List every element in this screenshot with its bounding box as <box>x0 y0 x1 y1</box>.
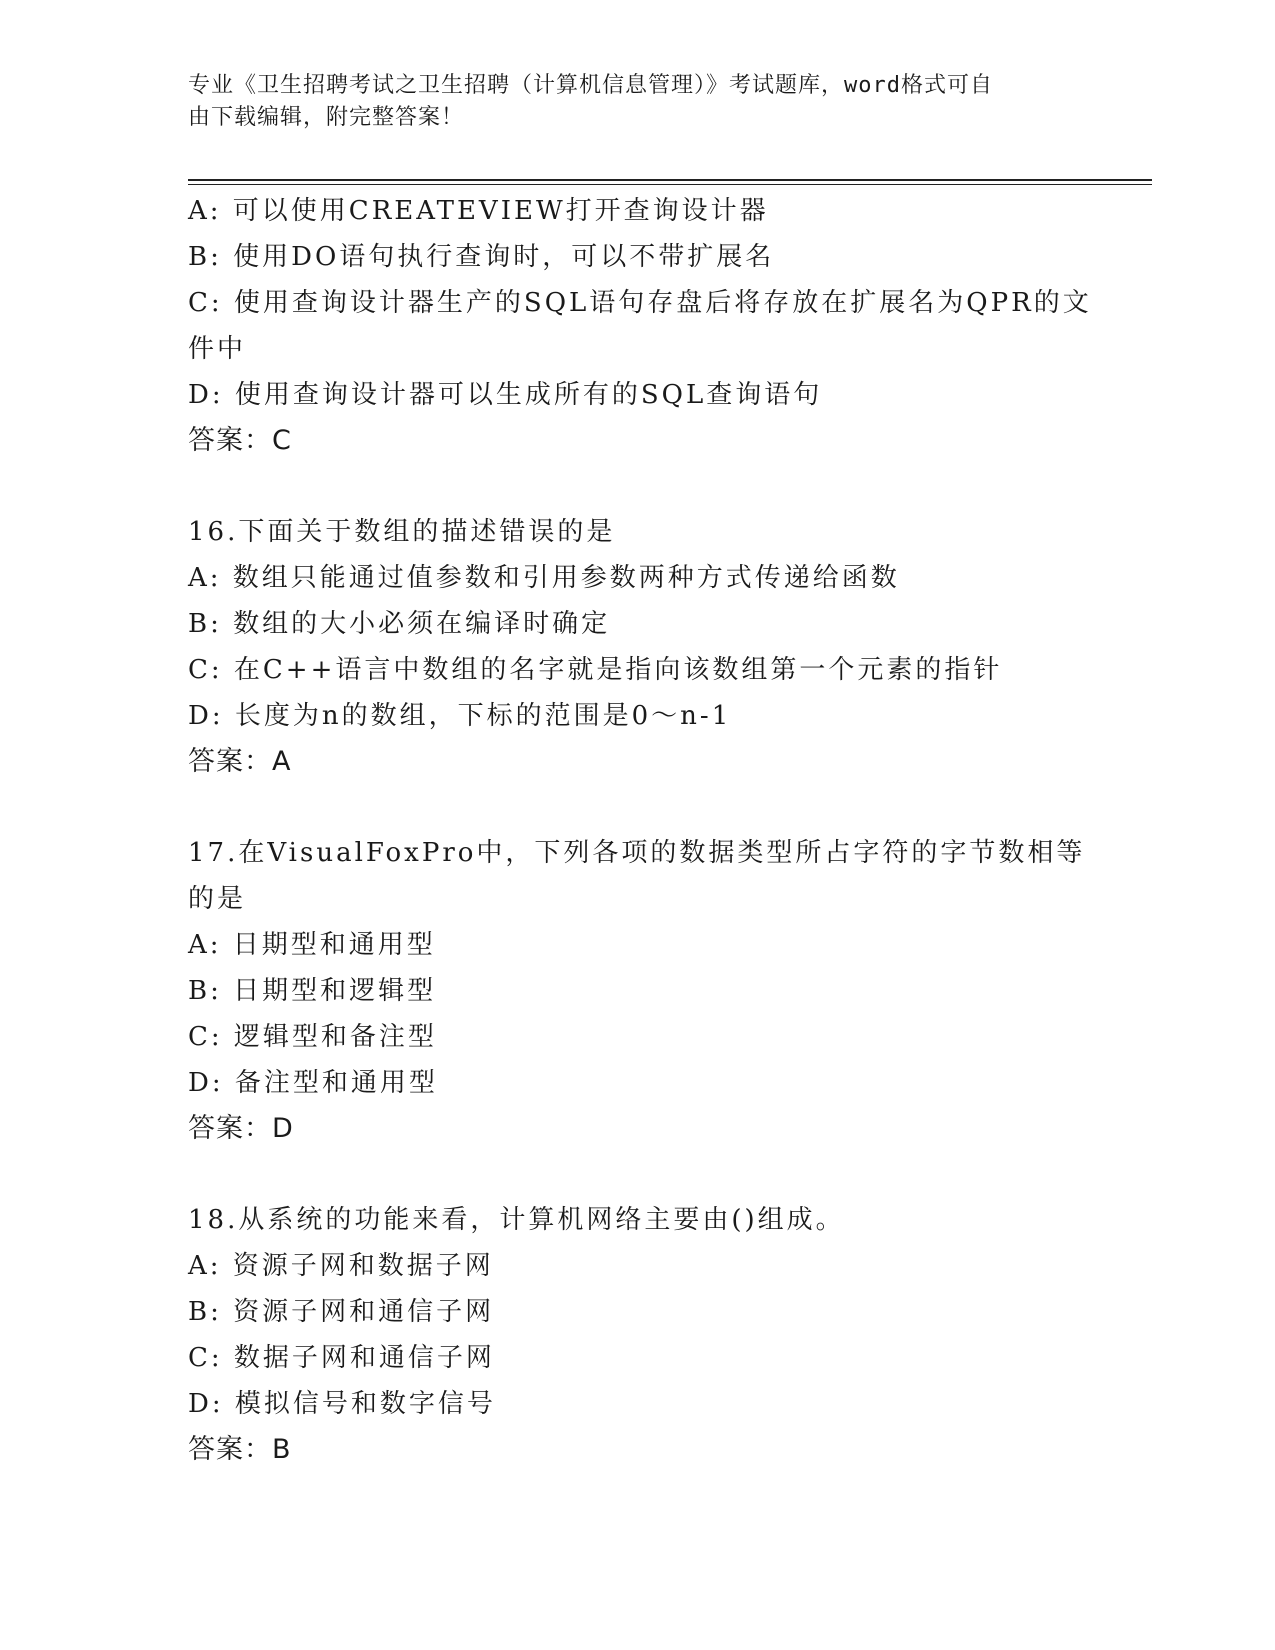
spacer <box>188 1152 1088 1197</box>
header-line-2: 由下载编辑，附完整答案！ <box>188 105 465 130</box>
answer-label: 答案：D <box>188 1113 294 1144</box>
option-c: C: 使用查询设计器生产的SQL语句存盘后将存放在扩展名为QPR的文 <box>188 288 1092 318</box>
question-block-15 <box>188 188 1092 464</box>
answer-label: 答案：C <box>188 425 292 456</box>
spacer <box>188 785 1088 830</box>
document-header <box>188 70 1068 134</box>
question-text-continued: 的是 <box>188 884 247 914</box>
question-text: 16.下面关于数组的描述错误的是 <box>188 517 616 547</box>
question-block-18 <box>188 1197 1088 1473</box>
option-c: C: 在C++语言中数组的名字就是指向该数组第一个元素的指针 <box>188 655 1003 685</box>
option-c: C: 逻辑型和备注型 <box>188 1022 437 1052</box>
option-b: B: 使用DO语句执行查询时，可以不带扩展名 <box>188 242 775 272</box>
option-d: D: 使用查询设计器可以生成所有的SQL查询语句 <box>188 380 823 410</box>
spacer <box>188 464 1088 509</box>
header-divider-thin <box>188 184 1152 185</box>
option-b: B: 数组的大小必须在编译时确定 <box>188 609 611 639</box>
header-line-1: 专业《卫生招聘考试之卫生招聘（计算机信息管理）》考试题库，word格式可自 <box>188 73 993 98</box>
header-divider-thick <box>188 179 1152 181</box>
question-list <box>188 188 1092 1473</box>
question-text: 17.在VisualFoxPro中，下列各项的数据类型所占字符的字节数相等 <box>188 838 1086 868</box>
option-c-continued: 件中 <box>188 334 247 364</box>
option-d: D: 长度为n的数组，下标的范围是0～n-1 <box>188 701 732 731</box>
option-c: C: 数据子网和通信子网 <box>188 1343 495 1373</box>
option-a: A: 资源子网和数据子网 <box>188 1251 494 1281</box>
option-a: A: 可以使用CREATEVIEW打开查询设计器 <box>188 196 769 226</box>
question-text: 18.从系统的功能来看，计算机网络主要由()组成。 <box>188 1205 845 1235</box>
option-a: A: 日期型和通用型 <box>188 930 436 960</box>
question-block-17 <box>188 830 1088 1152</box>
question-block-16 <box>188 509 1088 785</box>
option-b: B: 资源子网和通信子网 <box>188 1297 495 1327</box>
option-b: B: 日期型和逻辑型 <box>188 976 437 1006</box>
answer-label: 答案：B <box>188 1434 292 1465</box>
option-d: D: 模拟信号和数字信号 <box>188 1389 496 1419</box>
option-d: D: 备注型和通用型 <box>188 1068 438 1098</box>
answer-label: 答案：A <box>188 746 292 777</box>
option-a: A: 数组只能通过值参数和引用参数两种方式传递给函数 <box>188 563 900 593</box>
